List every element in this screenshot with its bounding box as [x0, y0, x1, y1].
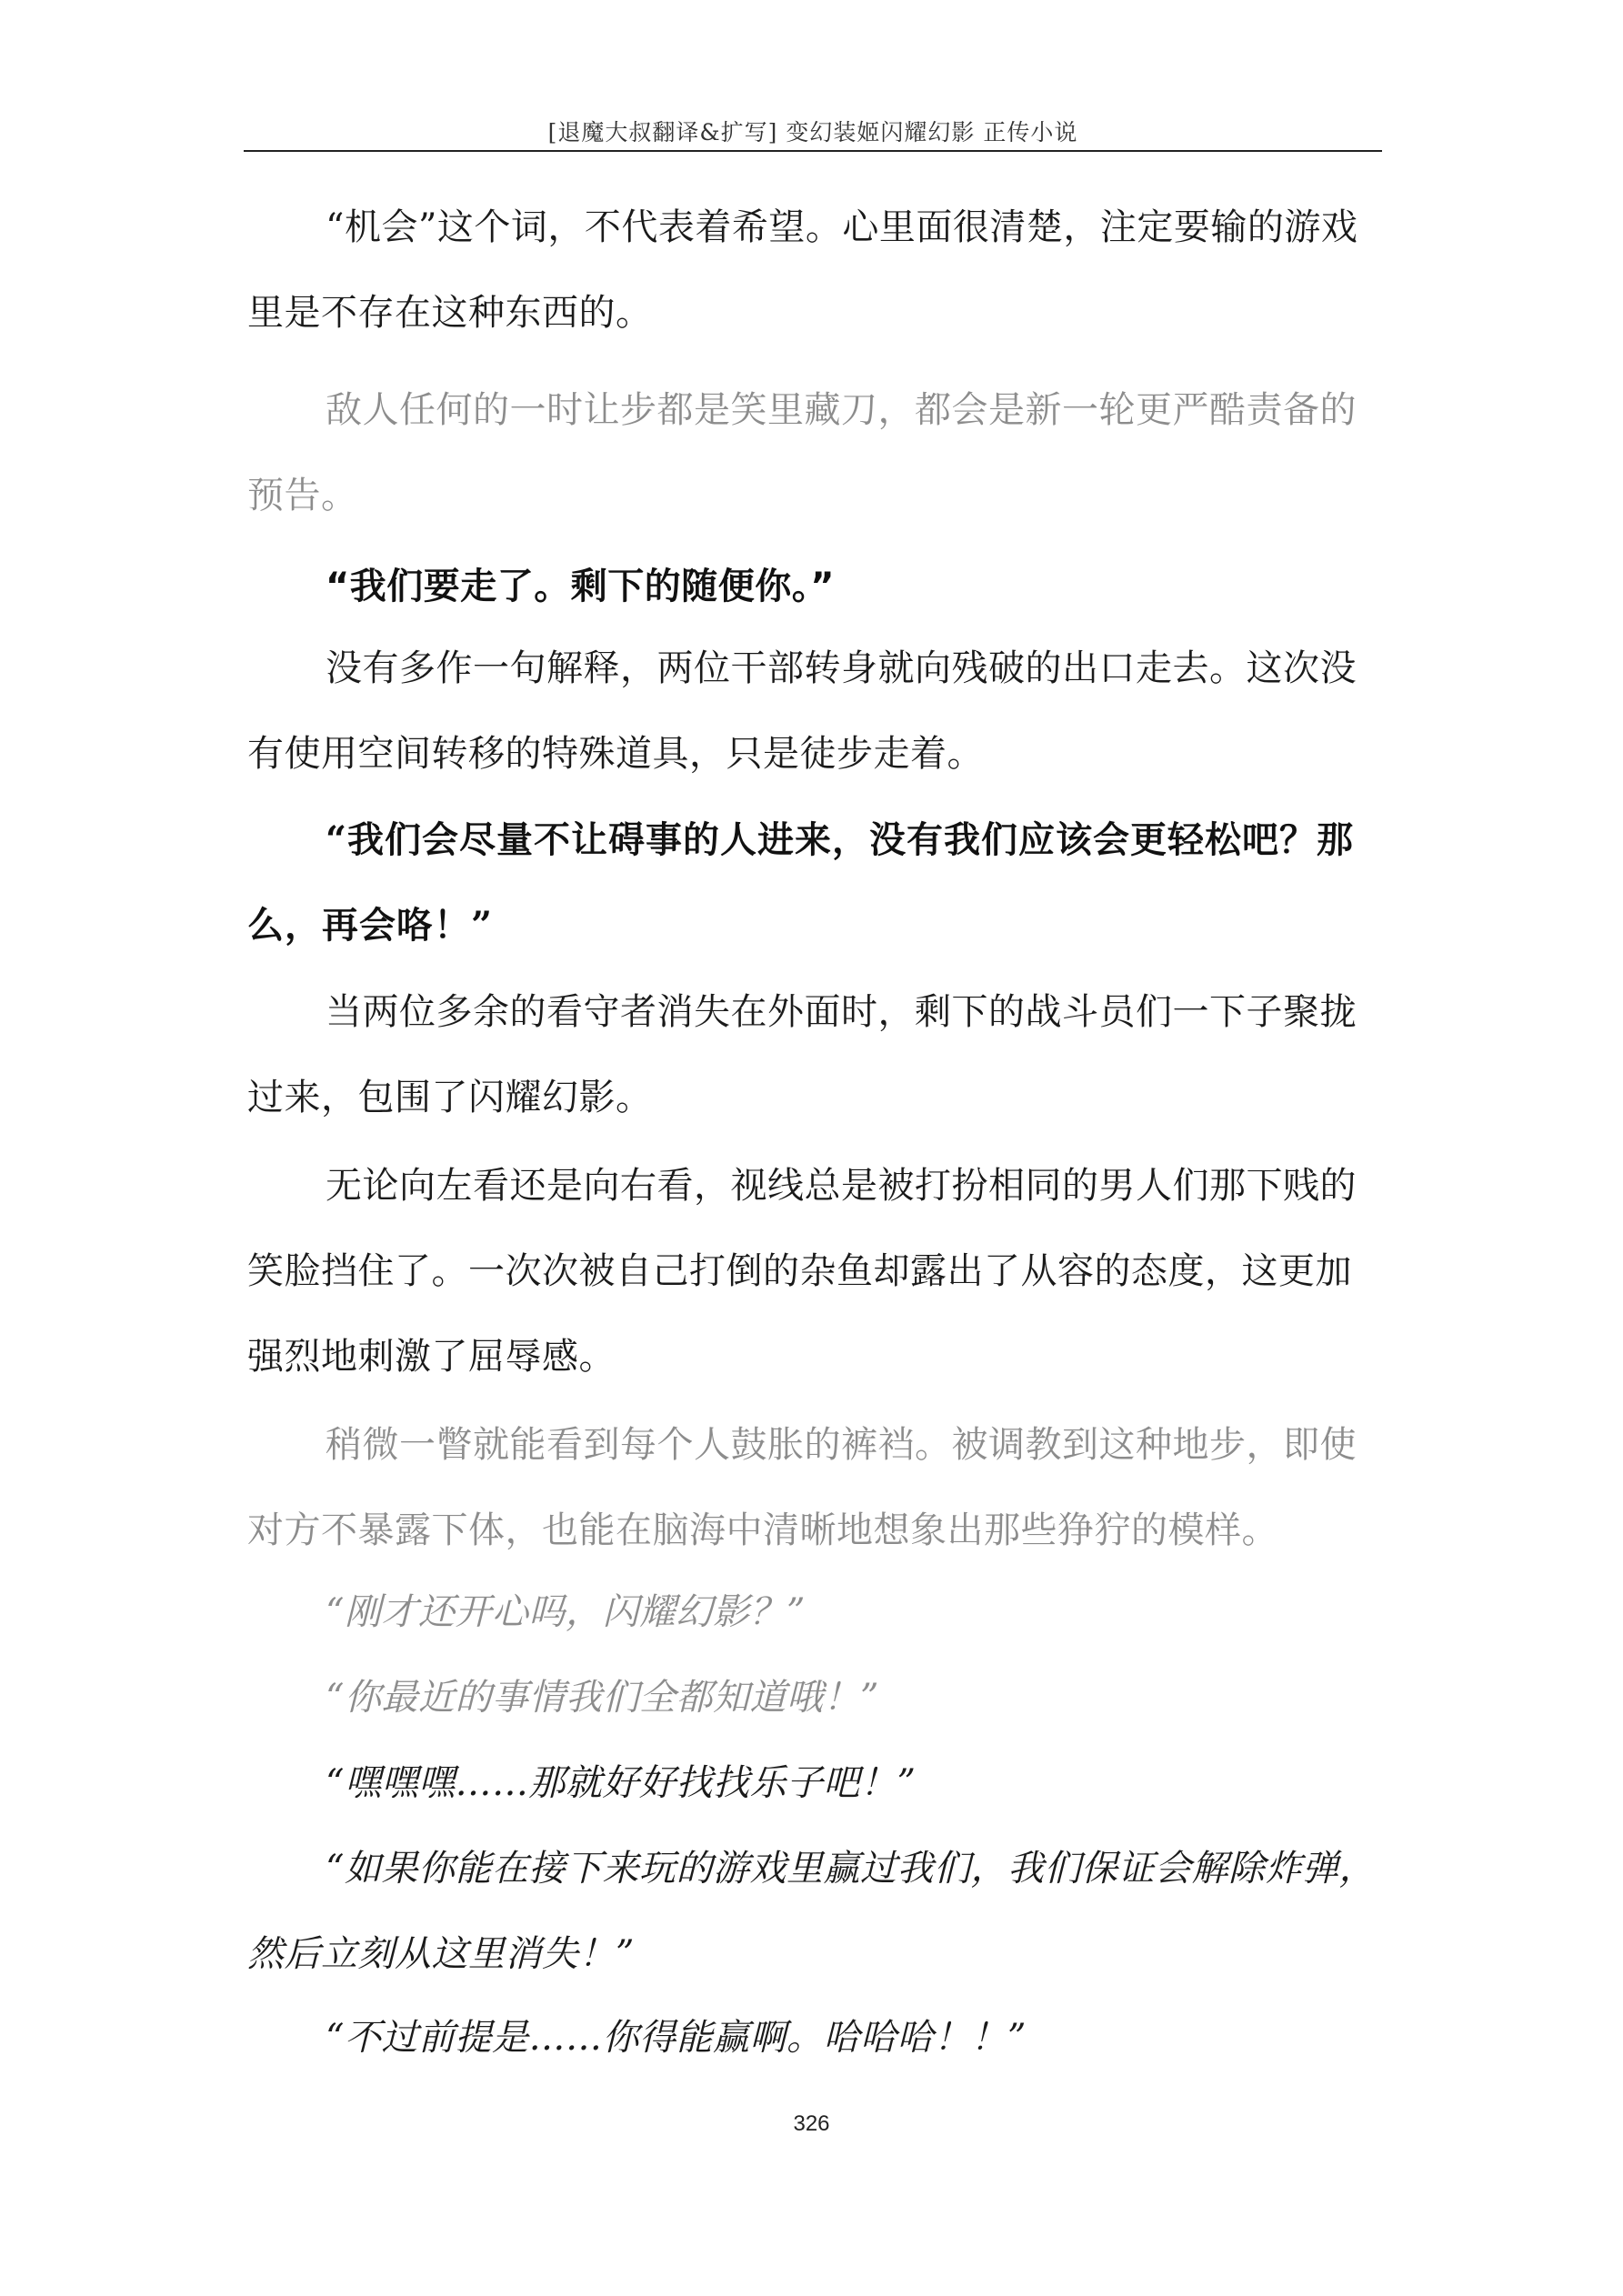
paragraph-11-dialogue: “嘿嘿嘿……那就好好找找乐子吧！”	[326, 1762, 917, 1804]
paragraph-8: 稍微一瞥就能看到每个人鼓胀的裤裆。被调教到这种地步，即使对方不暴露下体，也能在脑海中清晰地想象出那些狰狞的模样。	[247, 1424, 1357, 1551]
header-divider	[244, 150, 1382, 152]
running-header: [退魔大叔翻译&扩写] 变幻装姬闪耀幻影 正传小说	[547, 119, 1078, 145]
paragraph-12-dialogue: “如果你能在接下来玩的游戏里赢过我们，我们保证会解除炸弹，然后立刻从这里消失！”	[247, 1848, 1376, 1975]
paragraph-4: 没有多作一句解释，两位干部转身就向残破的出口走去。这次没有使用空间转移的特殊道具，只是徒步走着。	[247, 647, 1357, 775]
paragraph-5-dialogue: “我们会尽量不让碍事的人进来，没有我们应该会更轻松吧？那么，再会咯！”	[247, 818, 1355, 947]
paragraph-1: “机会”这个词，不代表着希望。心里面很清楚，注定要输的游戏里是不存在这种东西的。	[247, 206, 1358, 334]
paragraph-13-dialogue: “不过前提是……你得能赢啊。哈哈哈！！”	[326, 2017, 1027, 2059]
paragraph-7: 无论向左看还是向右看，视线总是被打扮相同的男人们那下贱的笑脸挡住了。一次次被自己打倒的杂鱼却露出了从容的态度，这更加强烈地刺激了屈辱感。	[247, 1165, 1357, 1378]
paragraph-3-dialogue: “我们要走了。剩下的随便你。”	[326, 566, 836, 607]
paragraph-2: 敌人任何的一时让步都是笑里藏刀，都会是新一轮更严酷责备的预告。	[247, 389, 1357, 516]
paragraph-9-dialogue: “刚才还开心吗，闪耀幻影？”	[326, 1591, 806, 1633]
paragraph-6: 当两位多余的看守者消失在外面时，剩下的战斗员们一下子聚拢过来，包围了闪耀幻影。	[247, 991, 1357, 1118]
paragraph-10-dialogue: “你最近的事情我们全都知道哦！”	[326, 1677, 879, 1719]
page-number: 326	[793, 2111, 830, 2136]
